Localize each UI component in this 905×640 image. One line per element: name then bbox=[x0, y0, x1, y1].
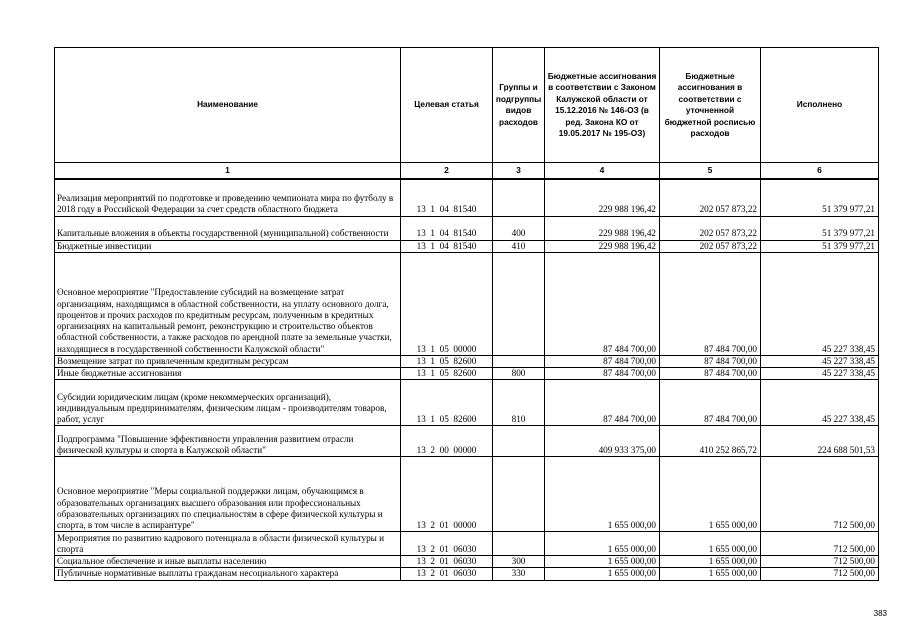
row-target-article: 13 1 04 81540 bbox=[401, 216, 493, 240]
row-law-allocation: 1 655 000,00 bbox=[545, 556, 660, 568]
row-executed: 712 500,00 bbox=[761, 568, 879, 580]
row-name: Мероприятия по развитию кадрового потенциала в области физической культуры и спорта bbox=[55, 532, 401, 556]
row-expense-group bbox=[493, 252, 545, 355]
row-law-allocation: 1 655 000,00 bbox=[545, 568, 660, 580]
table-row bbox=[55, 179, 879, 216]
row-law-allocation: 1 655 000,00 bbox=[545, 532, 660, 556]
row-refined-allocation: 1 655 000,00 bbox=[660, 457, 761, 532]
row-expense-group: 400 bbox=[493, 216, 545, 240]
row-name: Субсидии юридическим лицам (кроме некоммерческих организаций), индивидуальным предпринимателям, физическим лицам - производителям товаров, работ, услуг bbox=[55, 380, 401, 426]
row-law-allocation: 409 933 375,00 bbox=[545, 426, 660, 457]
table-row bbox=[55, 380, 879, 426]
table-row bbox=[55, 426, 879, 457]
row-executed: 224 688 501,53 bbox=[761, 426, 879, 457]
row-expense-group: 810 bbox=[493, 380, 545, 426]
header-expense-groups: Группы и подгруппы видов расходов bbox=[493, 48, 545, 163]
row-name: Основное мероприятие "Предоставление субсидий на возмещение затрат организациям, находящимся в областной собственности, на уплату основного долга, процентов и прочих расходов по кредитным ресурсам, полученным в кредитных организациях на капитальный ремонт, реконструкцию и строительство объектов областной собственности, а также расходов по арендной плате за земельные участки, находящиеся в государственной собственности Калужской области" bbox=[55, 252, 401, 355]
row-target-article: 13 1 04 81540 bbox=[401, 179, 493, 216]
row-target-article: 13 2 00 00000 bbox=[401, 426, 493, 457]
header-name: Наименование bbox=[55, 48, 401, 163]
column-number: 4 bbox=[545, 163, 660, 180]
row-expense-group: 800 bbox=[493, 367, 545, 379]
header-law-allocations: Бюджетные ассигнования в соответствии с Законом Калужской области от 15.12.2016 № 146-ОЗ (в ред. Закона КО от 19.05.2017 № 195-ОЗ) bbox=[545, 48, 660, 163]
table-row bbox=[55, 216, 879, 240]
row-target-article: 13 1 05 82600 bbox=[401, 380, 493, 426]
table-row bbox=[55, 367, 879, 379]
row-name: Капитальные вложения в объекты государственной (муниципальной) собственности bbox=[55, 216, 401, 240]
column-number: 2 bbox=[401, 163, 493, 180]
row-name: Бюджетные инвестиции bbox=[55, 240, 401, 252]
row-executed: 712 500,00 bbox=[761, 457, 879, 532]
table-row bbox=[55, 252, 879, 355]
column-number: 3 bbox=[493, 163, 545, 180]
row-refined-allocation: 87 484 700,00 bbox=[660, 380, 761, 426]
row-expense-group bbox=[493, 179, 545, 216]
row-name: Возмещение затрат по привлеченным кредитным ресурсам bbox=[55, 355, 401, 367]
row-refined-allocation: 202 057 873,22 bbox=[660, 240, 761, 252]
column-number-row bbox=[55, 163, 879, 180]
row-refined-allocation: 1 655 000,00 bbox=[660, 532, 761, 556]
row-executed: 712 500,00 bbox=[761, 556, 879, 568]
row-executed: 712 500,00 bbox=[761, 532, 879, 556]
row-expense-group: 330 bbox=[493, 568, 545, 580]
row-refined-allocation: 202 057 873,22 bbox=[660, 216, 761, 240]
row-refined-allocation: 87 484 700,00 bbox=[660, 367, 761, 379]
row-law-allocation: 229 988 196,42 bbox=[545, 179, 660, 216]
row-law-allocation: 87 484 700,00 bbox=[545, 252, 660, 355]
row-refined-allocation: 1 655 000,00 bbox=[660, 556, 761, 568]
row-name: Публичные нормативные выплаты гражданам несоциального характера bbox=[55, 568, 401, 580]
row-name: Реализация мероприятий по подготовке и проведению чемпионата мира по футболу в 2018 году в Российской Федерации за счет средств областного бюджета bbox=[55, 179, 401, 216]
row-refined-allocation: 410 252 865,72 bbox=[660, 426, 761, 457]
column-number: 6 bbox=[761, 163, 879, 180]
row-executed: 45 227 338,45 bbox=[761, 380, 879, 426]
row-expense-group: 410 bbox=[493, 240, 545, 252]
row-executed: 51 379 977,21 bbox=[761, 216, 879, 240]
column-number: 1 bbox=[55, 163, 401, 180]
row-law-allocation: 87 484 700,00 bbox=[545, 355, 660, 367]
row-target-article: 13 1 05 82600 bbox=[401, 355, 493, 367]
row-law-allocation: 229 988 196,42 bbox=[545, 240, 660, 252]
row-target-article: 13 1 05 00000 bbox=[401, 252, 493, 355]
row-name: Иные бюджетные ассигнования bbox=[55, 367, 401, 379]
row-target-article: 13 1 05 82600 bbox=[401, 367, 493, 379]
header-refined-allocations: Бюджетные ассигнования в соответствии с уточненной бюджетной росписью расходов bbox=[660, 48, 761, 163]
table-row bbox=[55, 568, 879, 580]
table-row bbox=[55, 457, 879, 532]
table-row bbox=[55, 556, 879, 568]
table-row bbox=[55, 240, 879, 252]
row-refined-allocation: 87 484 700,00 bbox=[660, 355, 761, 367]
row-refined-allocation: 202 057 873,22 bbox=[660, 179, 761, 216]
row-executed: 51 379 977,21 bbox=[761, 240, 879, 252]
header-row bbox=[55, 48, 879, 163]
row-target-article: 13 1 04 81540 bbox=[401, 240, 493, 252]
row-executed: 45 227 338,45 bbox=[761, 355, 879, 367]
row-target-article: 13 2 01 06030 bbox=[401, 532, 493, 556]
row-law-allocation: 87 484 700,00 bbox=[545, 367, 660, 379]
row-executed: 45 227 338,45 bbox=[761, 252, 879, 355]
row-law-allocation: 229 988 196,42 bbox=[545, 216, 660, 240]
table-row bbox=[55, 532, 879, 556]
header-target-article: Целевая статья bbox=[401, 48, 493, 163]
table-row bbox=[55, 355, 879, 367]
row-executed: 51 379 977,21 bbox=[761, 179, 879, 216]
row-law-allocation: 87 484 700,00 bbox=[545, 380, 660, 426]
row-target-article: 13 2 01 00000 bbox=[401, 457, 493, 532]
row-law-allocation: 1 655 000,00 bbox=[545, 457, 660, 532]
row-expense-group bbox=[493, 532, 545, 556]
row-target-article: 13 2 01 06030 bbox=[401, 556, 493, 568]
row-executed: 45 227 338,45 bbox=[761, 367, 879, 379]
row-expense-group bbox=[493, 426, 545, 457]
row-target-article: 13 2 01 06030 bbox=[401, 568, 493, 580]
row-expense-group bbox=[493, 355, 545, 367]
budget-table bbox=[54, 47, 879, 581]
row-refined-allocation: 87 484 700,00 bbox=[660, 252, 761, 355]
row-expense-group bbox=[493, 457, 545, 532]
row-refined-allocation: 1 655 000,00 bbox=[660, 568, 761, 580]
row-name: Подпрограмма "Повышение эффективности управления развитием отрасли физической культуры и спорта в Калужской области" bbox=[55, 426, 401, 457]
header-executed: Исполнено bbox=[761, 48, 879, 163]
column-number: 5 bbox=[660, 163, 761, 180]
row-name: Социальное обеспечение и иные выплаты населению bbox=[55, 556, 401, 568]
row-name: Основное мероприятие "Меры социальной поддержки лицам, обучающимся в образовательных организациях высшего образования или профессиональных образовательных организациях по специальностям в сфере физической культуры и спорта, в том числе в аспирантуре" bbox=[55, 457, 401, 532]
row-expense-group: 300 bbox=[493, 556, 545, 568]
page-number: 383 bbox=[873, 609, 887, 618]
